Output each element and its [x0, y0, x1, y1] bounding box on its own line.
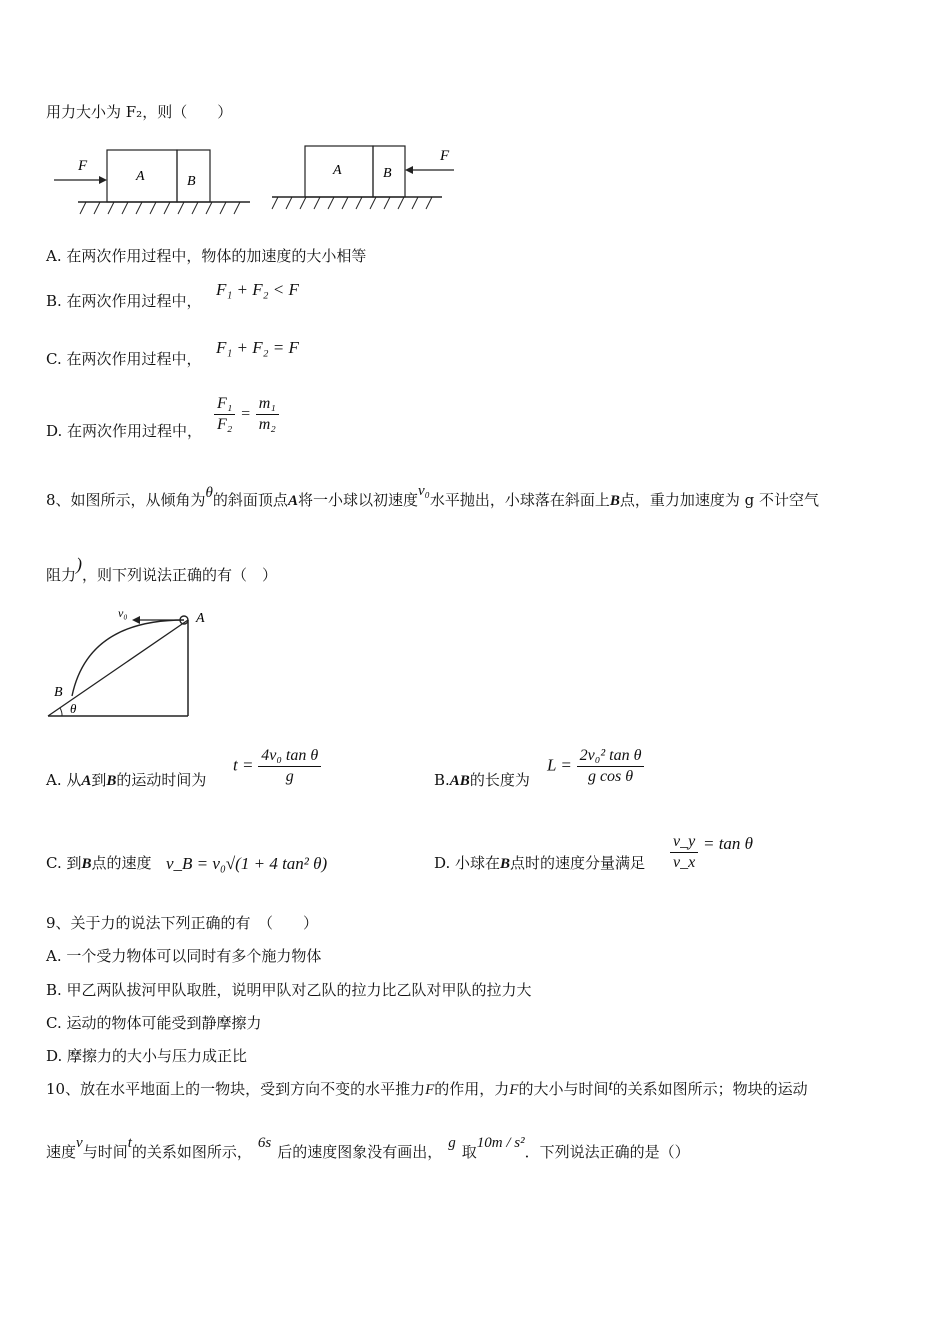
- svg-text:F: F: [78, 158, 88, 174]
- q8-option-a-text: A. 从A到B的运动时间为: [46, 771, 207, 789]
- q7-option-d-math: $\frac{\text{F₁}}{\text{F₂}}$ = $\frac{\text{m₁}}{\text{m₂}}$: [214, 394, 279, 435]
- q9-option-c: C. 运动的物体可能受到静摩擦力: [46, 1014, 262, 1032]
- q9-option-b: B. 甲乙两队拔河甲队取胜，说明甲队对乙队的拉力比乙队对甲队的拉力大: [46, 981, 532, 999]
- svg-text:B: B: [187, 174, 196, 189]
- svg-text:A: A: [196, 611, 205, 626]
- q8-option-c-math: v_B = v₀√(1 + 4 tan² θ): [166, 854, 328, 873]
- q8-projectile-figure: [44, 604, 224, 724]
- q7-stem-tail: 用力大小为 F₂，则（ ）: [46, 103, 233, 121]
- q8-stem-line2: 阻力)，则下列说法正确的有（ ）: [46, 554, 278, 584]
- fraction-m1-m2: $\frac{\text{m₁}}{\text{m₂}}$: [256, 394, 279, 435]
- q7-blocks-figure: [50, 140, 460, 230]
- q9-option-a: A. 一个受力物体可以同时有多个施力物体: [46, 947, 322, 965]
- q8-option-d-text: D. 小球在B点时的速度分量满足: [434, 854, 646, 872]
- q10-stem-line1: 10、放在水平地面上的一物块，受到方向不变的水平推力F的作用，力F的大小与时间t的关系如图所示；物块的运动: [46, 1078, 808, 1098]
- q7-option-a: A. 在两次作用过程中，物体的加速度的大小相等: [46, 247, 367, 265]
- q8-option-b-text: B.AB的长度为: [434, 771, 530, 789]
- svg-text:B: B: [54, 685, 63, 700]
- svg-text:B: B: [383, 166, 392, 181]
- q9-stem: 9、关于力的说法下列正确的有 （ ）: [46, 914, 319, 932]
- q7-option-c-math: F₁ + F₂ = F: [216, 338, 299, 357]
- svg-text:A: A: [333, 163, 342, 178]
- svg-text:A: A: [136, 169, 145, 184]
- q7-option-d: D. 在两次作用过程中，: [46, 422, 203, 440]
- svg-text:F: F: [440, 148, 450, 164]
- q8-stem-line1: 8、如图所示，从倾角为θ的斜面顶点A将一小球以初速度v₀水平抛出，小球落在斜面上B点，重力加速度为 g 不计空气: [46, 483, 820, 509]
- q8-option-c-text: C. 到B点的速度: [46, 854, 152, 872]
- q9-option-d: D. 摩擦力的大小与压力成正比: [46, 1047, 248, 1065]
- svg-text:θ: θ: [70, 701, 77, 716]
- q8-option-b-math: L = $\frac{\text{2v₀² tan θ}}{\text{g cos θ}}$: [547, 746, 644, 787]
- q8-option-d-math: $\frac{v\_y}{v\_x}$ = tan θ: [670, 832, 753, 873]
- q7-option-b: B. 在两次作用过程中，: [46, 292, 202, 310]
- fraction-f1-f2: $\frac{\text{F₁}}{\text{F₂}}$: [214, 394, 235, 435]
- q10-stem-line2: 速度v与时间t的关系如图所示， 6s 后的速度图象没有画出， g 取10m / s²．下列说法正确的是（）: [46, 1135, 690, 1161]
- q8-option-a-math: t = $\frac{\text{4v₀ tan θ}}{g}$: [233, 746, 321, 787]
- svg-text:v₀: v₀: [118, 606, 128, 620]
- q7-option-b-math: F₁ + F₂ < F: [216, 280, 299, 299]
- q7-option-c: C. 在两次作用过程中，: [46, 350, 202, 368]
